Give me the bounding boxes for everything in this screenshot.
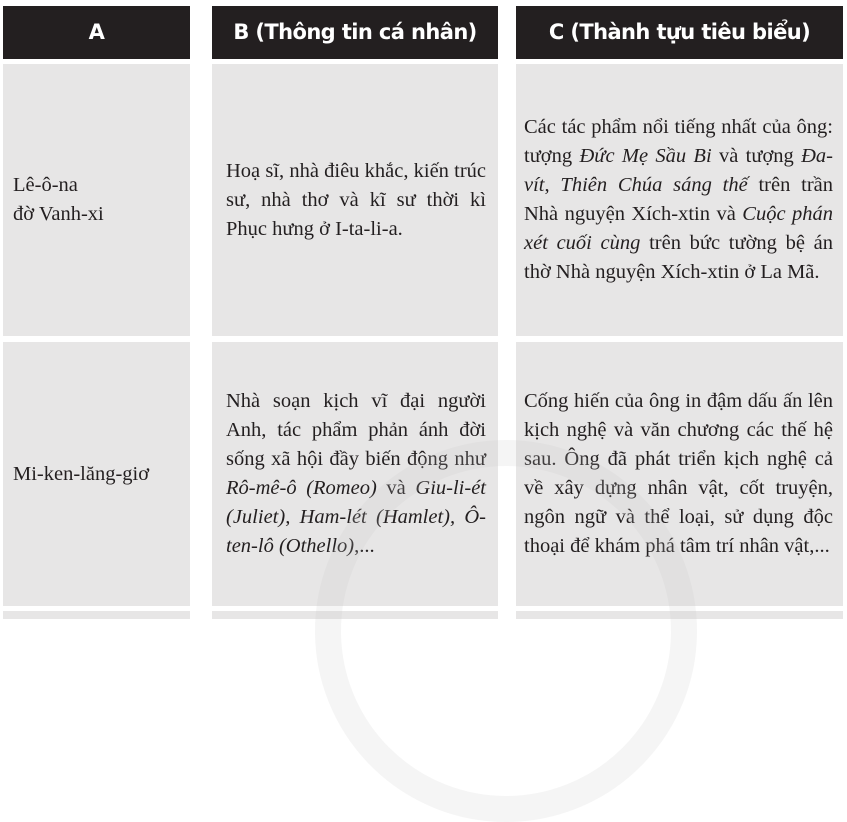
- row1-ach-i1: Đức Mẹ Sầu Bi: [579, 145, 712, 167]
- row1-achievement: [516, 113, 843, 287]
- row1-name-line2: đờ Vanh-xi: [13, 203, 104, 225]
- row3-col-b: [212, 611, 498, 619]
- row1-ach-i3: Thiên Chúa sáng thế: [560, 174, 748, 196]
- row2-info: [212, 387, 498, 561]
- header-c: C (Thành tựu tiêu biểu): [516, 6, 843, 59]
- row1-col-c: [516, 64, 843, 336]
- row1-ach-i4: Cuộc phán xét cuối cùng: [524, 203, 833, 254]
- row2-col-c: [516, 342, 843, 606]
- header-b: B (Thông tin cá nhân): [212, 6, 498, 59]
- row2-name-line1: Mi-ken-lăng-giơ: [13, 462, 150, 485]
- row1-info: Hoạ sĩ, nhà điêu khắc, kiến trúc sư, nhà thơ và kĩ sư thời kì Phục hưng ở I-ta-li-a.: [226, 159, 486, 240]
- column-b: [212, 0, 498, 619]
- row1-ach-t1: Các tác phẩm nổi tiếng nhất của ông: tượng: [524, 116, 833, 167]
- row2-col-b: [212, 342, 498, 606]
- row2-info-i2: Giu-li-ét (Juliet), Ham-lét (Hamlet), Ô-ten-lô (Othello): [226, 477, 486, 557]
- row2-info-t2: và: [376, 477, 416, 499]
- row1-ach-i2: Đa-vít: [524, 145, 833, 196]
- column-a: [3, 0, 190, 619]
- row2-name: [3, 460, 190, 489]
- row3-col-c: [516, 611, 843, 619]
- row1-name-line1: Lê-ô-na: [13, 174, 78, 196]
- row1-ach-t4: trên trần Nhà nguyện Xích-xtin và: [524, 174, 834, 225]
- row2-info-i1: Rô-mê-ô (Romeo): [226, 477, 377, 499]
- row2-achievement: Cống hiến của ông in đậm dấu ấn lên kịch nghệ và văn chương các thế hệ sau. Ông đã phát triển kịch nghệ cả về xây dựng nhân vật, cốt truyện, ngôn ngữ và thể loại, sử dụng độc thoại để khám phá tâm trí nhân vật,...: [524, 390, 833, 557]
- row1-col-a: [3, 64, 190, 336]
- row2-info-t1: Nhà soạn kịch vĩ đại người Anh, tác phẩm phản ánh đời sống xã hội đầy biến động như: [226, 390, 486, 470]
- row1-name: [3, 171, 190, 229]
- header-a: A: [3, 6, 190, 59]
- row1-col-b: [212, 64, 498, 336]
- row1-ach-t3: ,: [544, 174, 561, 196]
- row3-col-a: [3, 611, 190, 619]
- row2-col-a: [3, 342, 190, 606]
- row2-info-t3: ,...: [354, 535, 375, 557]
- row1-ach-t2: và tượng: [711, 145, 802, 167]
- column-c: [516, 0, 843, 619]
- row1-ach-t5: trên bức tường bệ án thờ Nhà nguyện Xích-xtin ở La Mã.: [524, 232, 833, 283]
